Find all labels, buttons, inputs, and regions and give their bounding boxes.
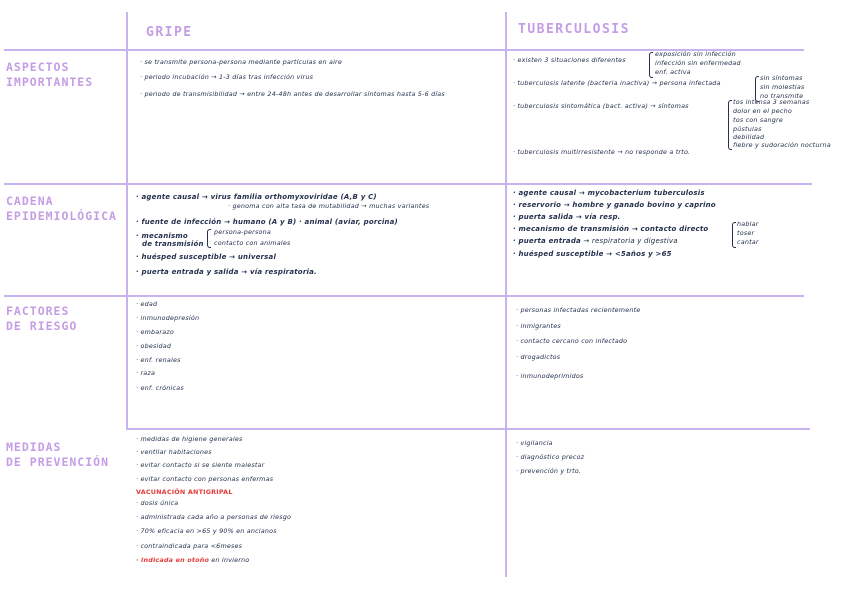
tb-latente-opt-2: sin molestias xyxy=(760,83,805,91)
tb-huesped: · huésped susceptible → <5años y >65 xyxy=(513,250,672,258)
gripe-factor-5: · enf. renales xyxy=(136,356,181,364)
gripe-huesped: · huésped susceptible → universal xyxy=(136,253,277,261)
gripe-medida-4: · evitar contacto con personas enfermas xyxy=(136,475,274,483)
tb-factor-2: · inmigrantes xyxy=(516,322,561,330)
gripe-indicada xyxy=(136,557,249,565)
gripe-factor-6: · raza xyxy=(136,369,156,377)
gripe-vacuna-2: · administrada cada año a personas de riesgo xyxy=(136,513,292,521)
tb-factor-3: · contacto cercano con infectado xyxy=(516,337,628,345)
gripe-mecanismo-opt-2: contacto con animales xyxy=(214,239,291,247)
gripe-indicada-rest: en invierno xyxy=(209,556,250,564)
gripe-factor-3: · embarazo xyxy=(136,328,175,336)
gripe-aspecto-1: · se transmite persona-persona mediante partículas en aire xyxy=(140,58,343,66)
tb-factor-4: · drogadictos xyxy=(516,353,561,361)
gripe-mecanismo-2: de transmisión xyxy=(142,240,204,248)
tb-medida-2: · diagnóstico precoz xyxy=(516,453,585,461)
gripe-vacuna-1: · dosis única xyxy=(136,499,179,507)
tb-mecanismo-opt-2: toser xyxy=(737,229,755,237)
horizontal-divider-3 xyxy=(4,295,804,297)
tb-reservorio: · reservorio → hombre y ganado bovino y caprino xyxy=(513,201,716,209)
gripe-medida-3: · evitar contacto si se siente malestar xyxy=(136,461,265,469)
tb-multirresistente: · tuberculosis multirresistente → no responde a trto. xyxy=(513,148,691,156)
gripe-factor-2: · inmunodepresión xyxy=(136,314,200,322)
tb-puerta-salida: · puerta salida → vía resp. xyxy=(513,213,621,221)
gripe-medida-2: · ventilar habitaciones xyxy=(136,448,212,456)
tb-mecanismo-opt-1: hablar xyxy=(737,220,759,228)
tb-existen: · existen 3 situaciones diferentes xyxy=(513,56,626,64)
tb-sintoma-2: dolor en el pecho xyxy=(733,107,792,115)
tb-puerta-entrada-label: · puerta entrada xyxy=(513,237,581,245)
gripe-factor-7: · enf. crónicas xyxy=(136,384,184,392)
gripe-puerta: · puerta entrada y salida → vía respiratoria. xyxy=(136,268,317,276)
tb-medida-3: · prevención y trto. xyxy=(516,467,582,475)
gripe-factor-1: · edad xyxy=(136,300,158,308)
row-header-factores: FACTORES DE RIESGO xyxy=(6,304,78,333)
tb-existen-opt-3: enf. activa xyxy=(655,68,691,76)
row-header-cadena: CADENA EPIDEMIOLÓGICA xyxy=(6,194,117,223)
tb-sintomatica: · tuberculosis sintomática (bact. activa) → síntomas xyxy=(513,102,689,110)
horizontal-divider-2 xyxy=(4,183,812,185)
column-header-gripe: GRIPE xyxy=(146,25,193,40)
gripe-vacuna-3: · 70% eficacia en >65 y 90% en ancianos xyxy=(136,527,277,535)
gripe-mecanismo-brace xyxy=(207,229,211,248)
tb-mecanismo-opt-3: cantar xyxy=(737,238,759,246)
tb-existen-opt-2: infección sin enfermedad xyxy=(655,59,741,67)
gripe-fuente-infeccion: · fuente de infección → humano (A y B) · animal (aviar, porcina) xyxy=(136,218,398,226)
gripe-indicada-red: · indicada en otoño xyxy=(136,556,210,564)
gripe-mecanismo: · mecanismo xyxy=(136,232,188,240)
tb-sintoma-5: debilidad xyxy=(733,133,765,141)
horizontal-divider-4 xyxy=(126,428,810,430)
gripe-agente-causal: · agente causal → virus familia orthomyxoviridae (A,B y C) xyxy=(136,193,377,201)
row-header-aspectos: ASPECTOS IMPORTANTES xyxy=(6,60,94,89)
gripe-aspecto-2: · periodo incubación → 1-3 días tras infección virus xyxy=(140,73,314,81)
tb-sintoma-3: tos con sangre xyxy=(733,116,783,124)
gripe-factor-4: · obesidad xyxy=(136,342,172,350)
tb-agente-causal: · agente causal → mycobacterium tuberculosis xyxy=(513,189,705,197)
tb-latente-opt-1: sin síntomas xyxy=(760,74,803,82)
gripe-vacuna-4: · contraindicada para <6meses xyxy=(136,542,243,550)
gripe-vacunacion-title: VACUNACIÓN ANTIGRIPAL xyxy=(136,488,233,496)
tb-mecanismo-brace xyxy=(732,222,736,248)
gripe-aspecto-3: · periodo de transmisibilidad → entre 24-48h antes de desarrollar síntomas hasta 5-6 días xyxy=(140,90,445,98)
tb-sintoma-4: pústulas xyxy=(733,125,762,133)
tb-sintoma-6: fiebre y sudoración nocturna xyxy=(733,141,831,149)
column-header-tuberculosis: TUBERCULOSIS xyxy=(518,22,630,37)
gripe-mecanismo-opt-1: persona-persona xyxy=(214,228,271,236)
tb-puerta-entrada-rest: → respiratoria y digestiva xyxy=(580,237,678,245)
vertical-divider-left xyxy=(126,12,128,428)
tb-factor-5: · inmunodeprimidos xyxy=(516,372,584,380)
tb-latente: · tuberculosis latente (bacteria inactiva) → persona infectada xyxy=(513,79,721,87)
tb-sintoma-1: tos intensa 3 semanas xyxy=(733,98,810,106)
row-header-medidas: MEDIDAS DE PREVENCIÓN xyxy=(6,440,110,469)
tb-sintomas-brace xyxy=(728,100,732,150)
tb-puerta-entrada xyxy=(513,238,678,246)
tb-existen-brace xyxy=(649,52,653,78)
tb-existen-opt-1: exposición sin infección xyxy=(655,50,736,58)
tb-medida-1: · vigilancia xyxy=(516,439,553,447)
gripe-agente-note: · genoma con alta tasa de mutabilidad → muchas variantes xyxy=(228,202,430,210)
tb-latente-opt-3: no transmite xyxy=(760,92,804,100)
gripe-medida-1: · medidas de higiene generales xyxy=(136,435,243,443)
tb-factor-1: · personas infectadas recientemente xyxy=(516,306,641,314)
tb-mecanismo: · mecanismo de transmisión → contacto directo xyxy=(513,225,709,233)
